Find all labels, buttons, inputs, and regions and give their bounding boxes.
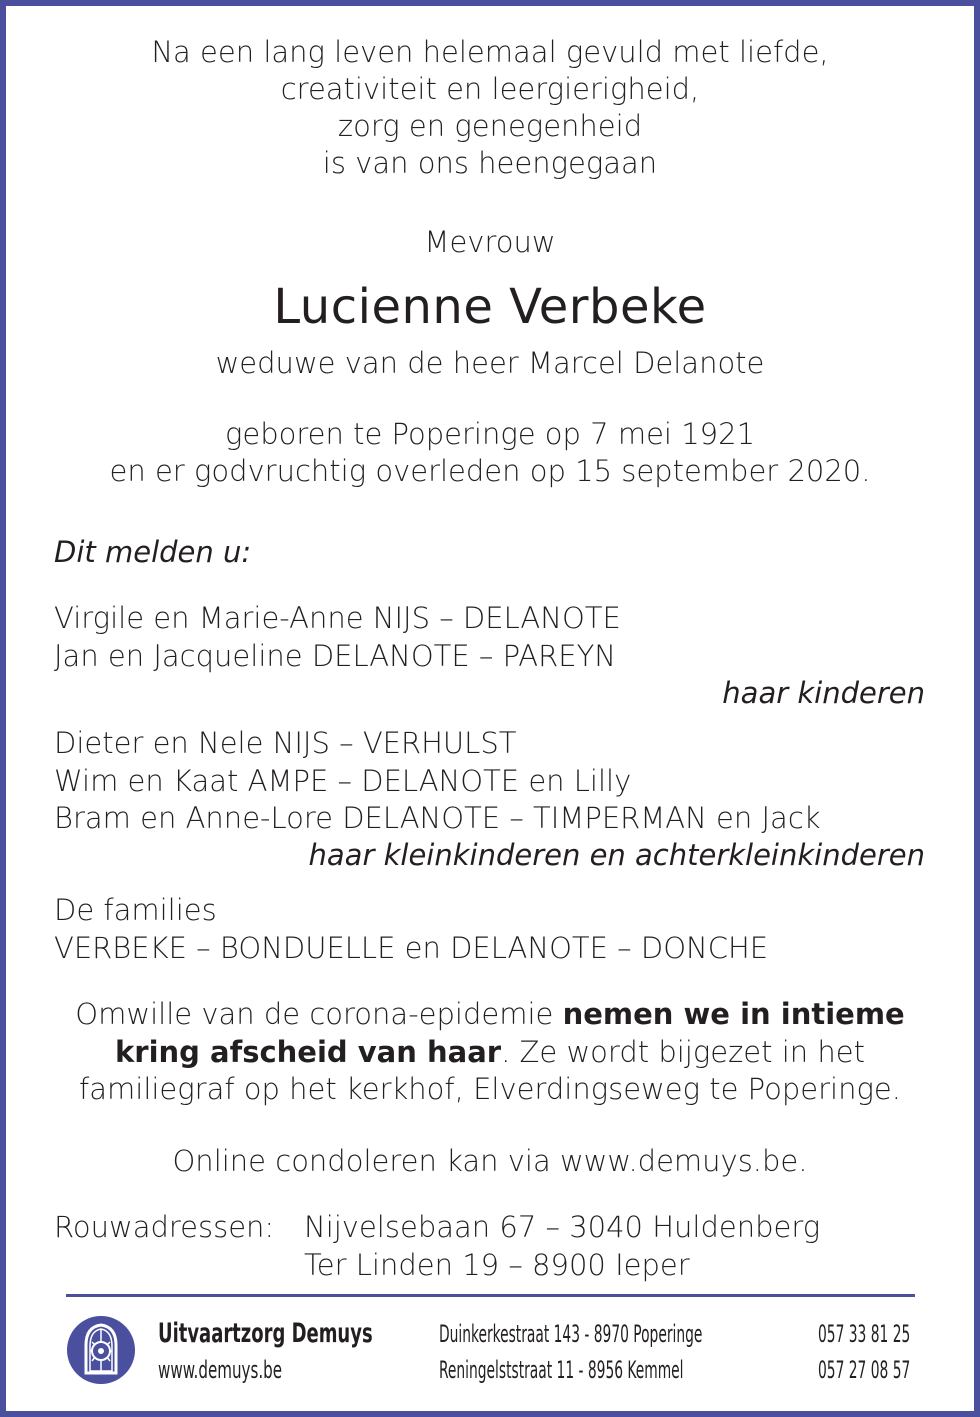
intro-line-1: Na een lang leven helemaal gevuld met liefde, — [151, 35, 829, 69]
widow-of: weduwe van de heer Marcel Delanote — [215, 346, 765, 380]
phone-2: 057 27 08 57 — [818, 1356, 911, 1384]
notice-text-2: . Ze wordt bijgezet in het — [501, 1035, 865, 1069]
intro-line-4: is van ons heengegaan — [322, 146, 658, 180]
intro-line-2: creativiteit en leergierigheid, — [280, 72, 700, 106]
office-address-1: Duinkerkestraat 143 - 8970 Poperinge — [439, 1320, 703, 1348]
families-title: De families — [54, 893, 217, 927]
birth-line: geboren te Poperinge op 7 mei 1921 — [224, 417, 756, 451]
deceased-name: Lucienne Verbeke — [273, 279, 707, 335]
company-website[interactable]: www.demuys.be — [158, 1356, 283, 1384]
grandchild-3: Bram en Anne-Lore DELANOTE – TIMPERMAN en Jack — [54, 801, 821, 835]
chapel-window-logo — [66, 1315, 136, 1385]
company-name: Uitvaartzorg Demuys — [158, 1318, 373, 1349]
death-line: en er godvruchtig overleden op 15 september 2020. — [109, 454, 871, 488]
children-label: haar kinderen — [722, 676, 925, 710]
addresses-label: Rouwadressen: — [54, 1210, 275, 1244]
notice-text-1: Omwille van de corona-epidemie — [75, 997, 563, 1031]
salutation: Mevrouw — [424, 225, 556, 259]
child-1: Virgile en Marie-Anne NIJS – DELANOTE — [54, 601, 621, 635]
condolence: Online condoleren kan via www.demuys.be. — [172, 1144, 808, 1178]
footer-rule — [66, 1294, 915, 1297]
child-2: Jan en Jacqueline DELANOTE – PAREYN — [54, 639, 616, 673]
notice-line-3: familiegraf op het kerkhof, Elverdingseweg te Poperinge. — [79, 1072, 901, 1106]
notice-line-1 — [0, 997, 980, 1031]
notice-bold-2: kring afscheid van haar — [115, 1035, 502, 1069]
phone-1: 057 33 81 25 — [818, 1320, 911, 1348]
address-1: Nijvelsebaan 67 – 3040 Huldenberg — [304, 1210, 821, 1244]
intro-line-3: zorg en genegenheid — [337, 109, 643, 143]
grandchild-1: Dieter en Nele NIJS – VERHULST — [54, 726, 517, 760]
notice-bold-1: nemen we in intieme — [562, 997, 905, 1031]
notice-line-2 — [0, 1035, 980, 1069]
families: VERBEKE – BONDUELLE en DELANOTE – DONCHE — [54, 931, 769, 965]
address-2: Ter Linden 19 – 8900 Ieper — [304, 1248, 690, 1282]
announce: Dit melden u: — [54, 535, 252, 569]
grandchildren-label: haar kleinkinderen en achterkleinkinderen — [308, 838, 925, 872]
grandchild-2: Wim en Kaat AMPE – DELANOTE en Lilly — [54, 764, 632, 798]
office-address-2: Reningelststraat 11 - 8956 Kemmel — [439, 1356, 684, 1384]
